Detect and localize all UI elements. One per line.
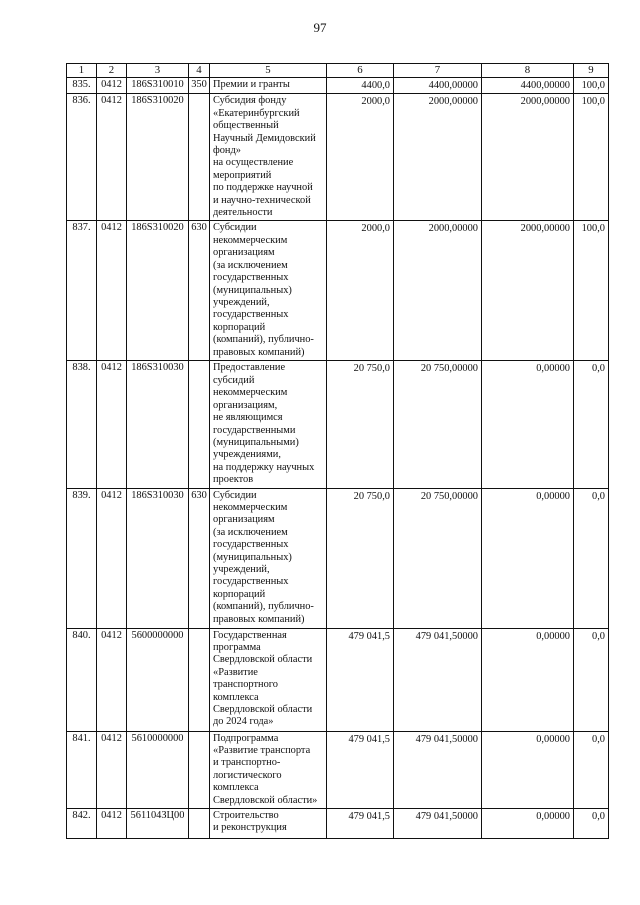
percent-cell: 100,0 (574, 94, 609, 221)
row-number-cell: 838. (67, 361, 97, 488)
table-row (67, 628, 609, 731)
row-number-cell: 842. (67, 808, 97, 838)
column-header-7: 7 (394, 64, 482, 78)
row-number-cell: 836. (67, 94, 97, 221)
section-code-cell: 0412 (97, 808, 127, 838)
name-cell: Предоставление субсидий некоммерческим организациям, не являющимся государственными (муниципальными) учреждениями, на поддержку научных проектов (210, 361, 327, 488)
percent-cell: 0,0 (574, 361, 609, 488)
planned-amount-cell: 4400,0 (327, 78, 394, 94)
approved-amount-cell: 20 750,00000 (394, 488, 482, 628)
budget-table (66, 63, 609, 839)
approved-amount-cell: 479 041,50000 (394, 628, 482, 731)
column-header-4: 4 (189, 64, 210, 78)
column-header-8: 8 (482, 64, 574, 78)
section-code-cell: 0412 (97, 94, 127, 221)
section-code-cell: 0412 (97, 78, 127, 94)
name-cell: Подпрограмма «Развитие транспорта и транспортно- логистического комплекса Свердловской области» (210, 731, 327, 808)
expense-type-cell (189, 628, 210, 731)
executed-amount-cell: 0,00000 (482, 488, 574, 628)
column-header-9: 9 (574, 64, 609, 78)
row-number-cell: 839. (67, 488, 97, 628)
planned-amount-cell: 2000,0 (327, 94, 394, 221)
column-header-5: 5 (210, 64, 327, 78)
column-header-2: 2 (97, 64, 127, 78)
name-cell: Субсидия фонду «Екатеринбургский общественный Научный Демидовский фонд» на осуществление мероприятий по поддержке научной и научно-технической деятельности (210, 94, 327, 221)
target-code-cell: 5610000000 (127, 731, 189, 808)
table-row (67, 78, 609, 94)
approved-amount-cell: 4400,00000 (394, 78, 482, 94)
name-cell: Государственная программа Свердловской области «Развитие транспортного комплекса Свердловской области до 2024 года» (210, 628, 327, 731)
column-header-3: 3 (127, 64, 189, 78)
column-header-1: 1 (67, 64, 97, 78)
table-row (67, 361, 609, 488)
table-row (67, 731, 609, 808)
expense-type-cell: 630 (189, 221, 210, 361)
executed-amount-cell: 0,00000 (482, 361, 574, 488)
row-number-cell: 837. (67, 221, 97, 361)
name-cell: Строительство и реконструкция (210, 808, 327, 838)
approved-amount-cell: 2000,00000 (394, 94, 482, 221)
percent-cell: 0,0 (574, 731, 609, 808)
executed-amount-cell: 0,00000 (482, 628, 574, 731)
percent-cell: 100,0 (574, 221, 609, 361)
row-number-cell: 835. (67, 78, 97, 94)
column-header-6: 6 (327, 64, 394, 78)
page-number: 97 (313, 20, 327, 35)
header-row (67, 64, 609, 78)
target-code-cell: 186S310020 (127, 221, 189, 361)
target-code-cell: 561104ЗЦ00 (127, 808, 189, 838)
table-row (67, 488, 609, 628)
planned-amount-cell: 479 041,5 (327, 731, 394, 808)
approved-amount-cell: 479 041,50000 (394, 731, 482, 808)
expense-type-cell (189, 361, 210, 488)
name-cell: Субсидии некоммерческим организациям (за исключением государственных (муниципальных) учреждений, государственных корпораций (компаний), публично- правовых компаний) (210, 488, 327, 628)
approved-amount-cell: 20 750,00000 (394, 361, 482, 488)
target-code-cell: 186S310010 (127, 78, 189, 94)
executed-amount-cell: 2000,00000 (482, 221, 574, 361)
target-code-cell: 186S310030 (127, 361, 189, 488)
executed-amount-cell: 2000,00000 (482, 94, 574, 221)
planned-amount-cell: 20 750,0 (327, 361, 394, 488)
row-number-cell: 840. (67, 628, 97, 731)
section-code-cell: 0412 (97, 731, 127, 808)
expense-type-cell (189, 731, 210, 808)
section-code-cell: 0412 (97, 221, 127, 361)
expense-type-cell: 630 (189, 488, 210, 628)
table-row (67, 221, 609, 361)
target-code-cell: 186S310020 (127, 94, 189, 221)
planned-amount-cell: 479 041,5 (327, 808, 394, 838)
table-body (67, 78, 609, 839)
row-number-cell: 841. (67, 731, 97, 808)
table-row (67, 808, 609, 838)
section-code-cell: 0412 (97, 488, 127, 628)
percent-cell: 0,0 (574, 488, 609, 628)
expense-type-cell (189, 808, 210, 838)
executed-amount-cell: 0,00000 (482, 808, 574, 838)
planned-amount-cell: 2000,0 (327, 221, 394, 361)
expense-type-cell (189, 94, 210, 221)
percent-cell: 0,0 (574, 808, 609, 838)
approved-amount-cell: 479 041,50000 (394, 808, 482, 838)
name-cell: Субсидии некоммерческим организациям (за исключением государственных (муниципальных) учреждений, государственных корпораций (компаний), публично- правовых компаний) (210, 221, 327, 361)
percent-cell: 100,0 (574, 78, 609, 94)
target-code-cell: 5600000000 (127, 628, 189, 731)
percent-cell: 0,0 (574, 628, 609, 731)
section-code-cell: 0412 (97, 361, 127, 488)
name-cell: Премии и гранты (210, 78, 327, 94)
planned-amount-cell: 479 041,5 (327, 628, 394, 731)
executed-amount-cell: 0,00000 (482, 731, 574, 808)
expense-type-cell: 350 (189, 78, 210, 94)
table-row (67, 94, 609, 221)
section-code-cell: 0412 (97, 628, 127, 731)
executed-amount-cell: 4400,00000 (482, 78, 574, 94)
approved-amount-cell: 2000,00000 (394, 221, 482, 361)
planned-amount-cell: 20 750,0 (327, 488, 394, 628)
target-code-cell: 186S310030 (127, 488, 189, 628)
